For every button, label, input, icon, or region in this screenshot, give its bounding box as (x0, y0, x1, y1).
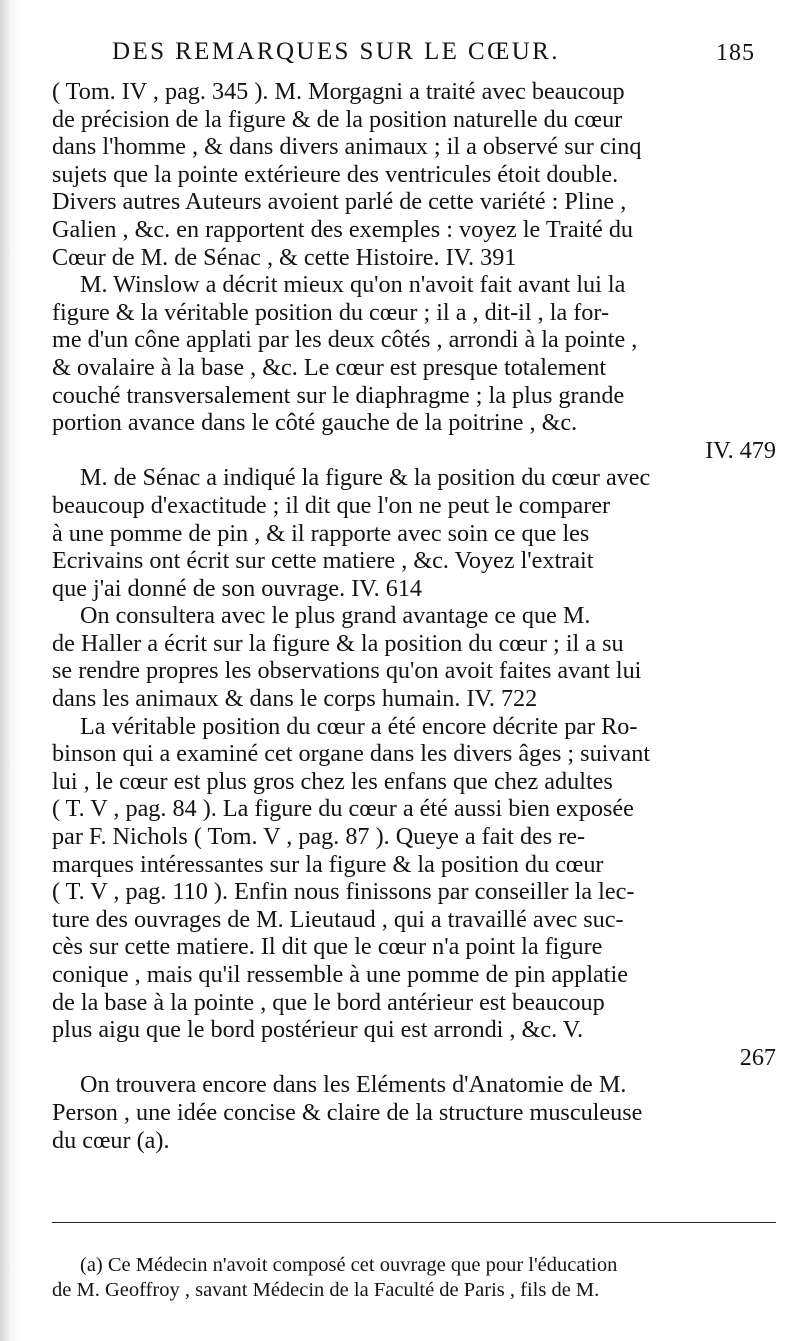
paragraph-robinson (52, 713, 776, 1072)
text-line: dans l'homme , & dans divers animaux ; il a observé sur cinq (52, 133, 642, 161)
running-head: DES REMARQUES SUR LE CŒUR. (112, 38, 560, 65)
text-line: que j'ai donné de son ouvrage. IV. 614 (52, 574, 423, 602)
volume-reference: 267 (739, 1043, 776, 1071)
paragraph-person (52, 1071, 776, 1154)
volume-reference: IV. 479 (705, 436, 776, 464)
text-line: couché transversalement sur le diaphragme ; la plus grande (52, 381, 625, 409)
text-line: par F. Nichols ( Tom. V , pag. 87 ). Queye a fait des re- (52, 823, 586, 851)
text-line: du cœur (a). (52, 1126, 170, 1154)
text-line: ( T. V , pag. 110 ). Enfin nous finissons par conseiller la lec- (52, 878, 635, 906)
text-line: ( T. V , pag. 84 ). La figure du cœur a été aussi bien exposée (52, 795, 634, 823)
text-line: de précision de la figure & de la position naturelle du cœur (52, 105, 623, 133)
text-line: ture des ouvrages de M. Lieutaud , qui a travaillé avec suc- (52, 905, 624, 933)
page-binding-edge (0, 0, 10, 1341)
text-line: & ovalaire à la base , &c. Le cœur est presque totalement (52, 353, 607, 381)
text-line: M. Winslow a décrit mieux qu'on n'avoit fait avant lui la (80, 271, 626, 299)
footnote-line: de M. Geoffroy , savant Médecin de la Faculté de Paris , fils de M. (52, 1279, 600, 1301)
text-line: cès sur cette matiere. Il dit que le cœur n'a point la figure (52, 933, 603, 961)
text-line: se rendre propres les observations qu'on avoit faites avant lui (52, 657, 642, 685)
text-line: marques intéressantes sur la figure & la position du cœur (52, 850, 604, 878)
text-line: dans les animaux & dans le corps humain. IV. 722 (52, 685, 538, 713)
text-line: figure & la véritable position du cœur ; il a , dit-il , la for- (52, 298, 610, 326)
text-line: binson qui a examiné cet organe dans les divers âges ; suivant (52, 740, 651, 768)
text-line: à une pomme de pin , & il rapporte avec soin ce que les (52, 519, 590, 547)
page-header (112, 38, 755, 72)
text-line: Divers autres Auteurs avoient parlé de cette variété : Pline , (52, 188, 627, 216)
text-line: de Haller a écrit sur la figure & la position du cœur ; il a su (52, 629, 624, 657)
text-line: Cœur de M. de Sénac , & cette Histoire. IV. 391 (52, 243, 517, 271)
paragraph-senac (52, 464, 776, 602)
page-number: 185 (716, 40, 755, 66)
text-line: lui , le cœur est plus gros chez les enfans que chez adultes (52, 767, 613, 795)
text-line: Ecrivains ont écrit sur cette matiere , &c. Voyez l'extrait (52, 547, 594, 575)
paragraph-winslow (52, 271, 776, 464)
text-line: On consultera avec le plus grand avantage ce que M. (80, 602, 591, 630)
main-text (52, 78, 776, 1154)
text-line: ( Tom. IV , pag. 345 ). M. Morgagni a traité avec beaucoup (52, 78, 625, 105)
text-line: de la base à la pointe , que le bord antérieur est beaucoup (52, 988, 605, 1016)
paragraph-haller (52, 602, 776, 712)
footnote-rule (52, 1222, 776, 1223)
text-line: Person , une idée concise & claire de la structure musculeuse (52, 1098, 643, 1126)
text-line: beaucoup d'exactitude ; il dit que l'on ne peut le comparer (52, 491, 611, 519)
text-line: me d'un cône applati par les deux côtés , arrondi à la pointe , (52, 326, 638, 354)
text-line: plus aigu que le bord postérieur qui est arrondi , &c. V. (52, 1016, 584, 1044)
text-line: sujets que la pointe extérieure des ventricules étoit double. (52, 160, 619, 188)
text-line: conique , mais qu'il ressemble à une pomme de pin applatie (52, 961, 628, 988)
text-line: portion avance dans le côté gauche de la poitrine , &c. (52, 409, 578, 437)
footnote (52, 1253, 776, 1303)
text-line: Galien , &c. en rapportent des exemples : voyez le Traité du (52, 215, 634, 243)
footnote-line: (a) Ce Médecin n'avoit composé cet ouvrage que pour l'éducation (80, 1254, 618, 1276)
paragraph-morgagni (52, 78, 776, 271)
text-line: On trouvera encore dans les Eléments d'Anatomie de M. (80, 1071, 627, 1099)
text-line: M. de Sénac a indiqué la figure & la position du cœur avec (80, 464, 651, 492)
text-line: La véritable position du cœur a été encore décrite par Ro- (80, 712, 638, 740)
